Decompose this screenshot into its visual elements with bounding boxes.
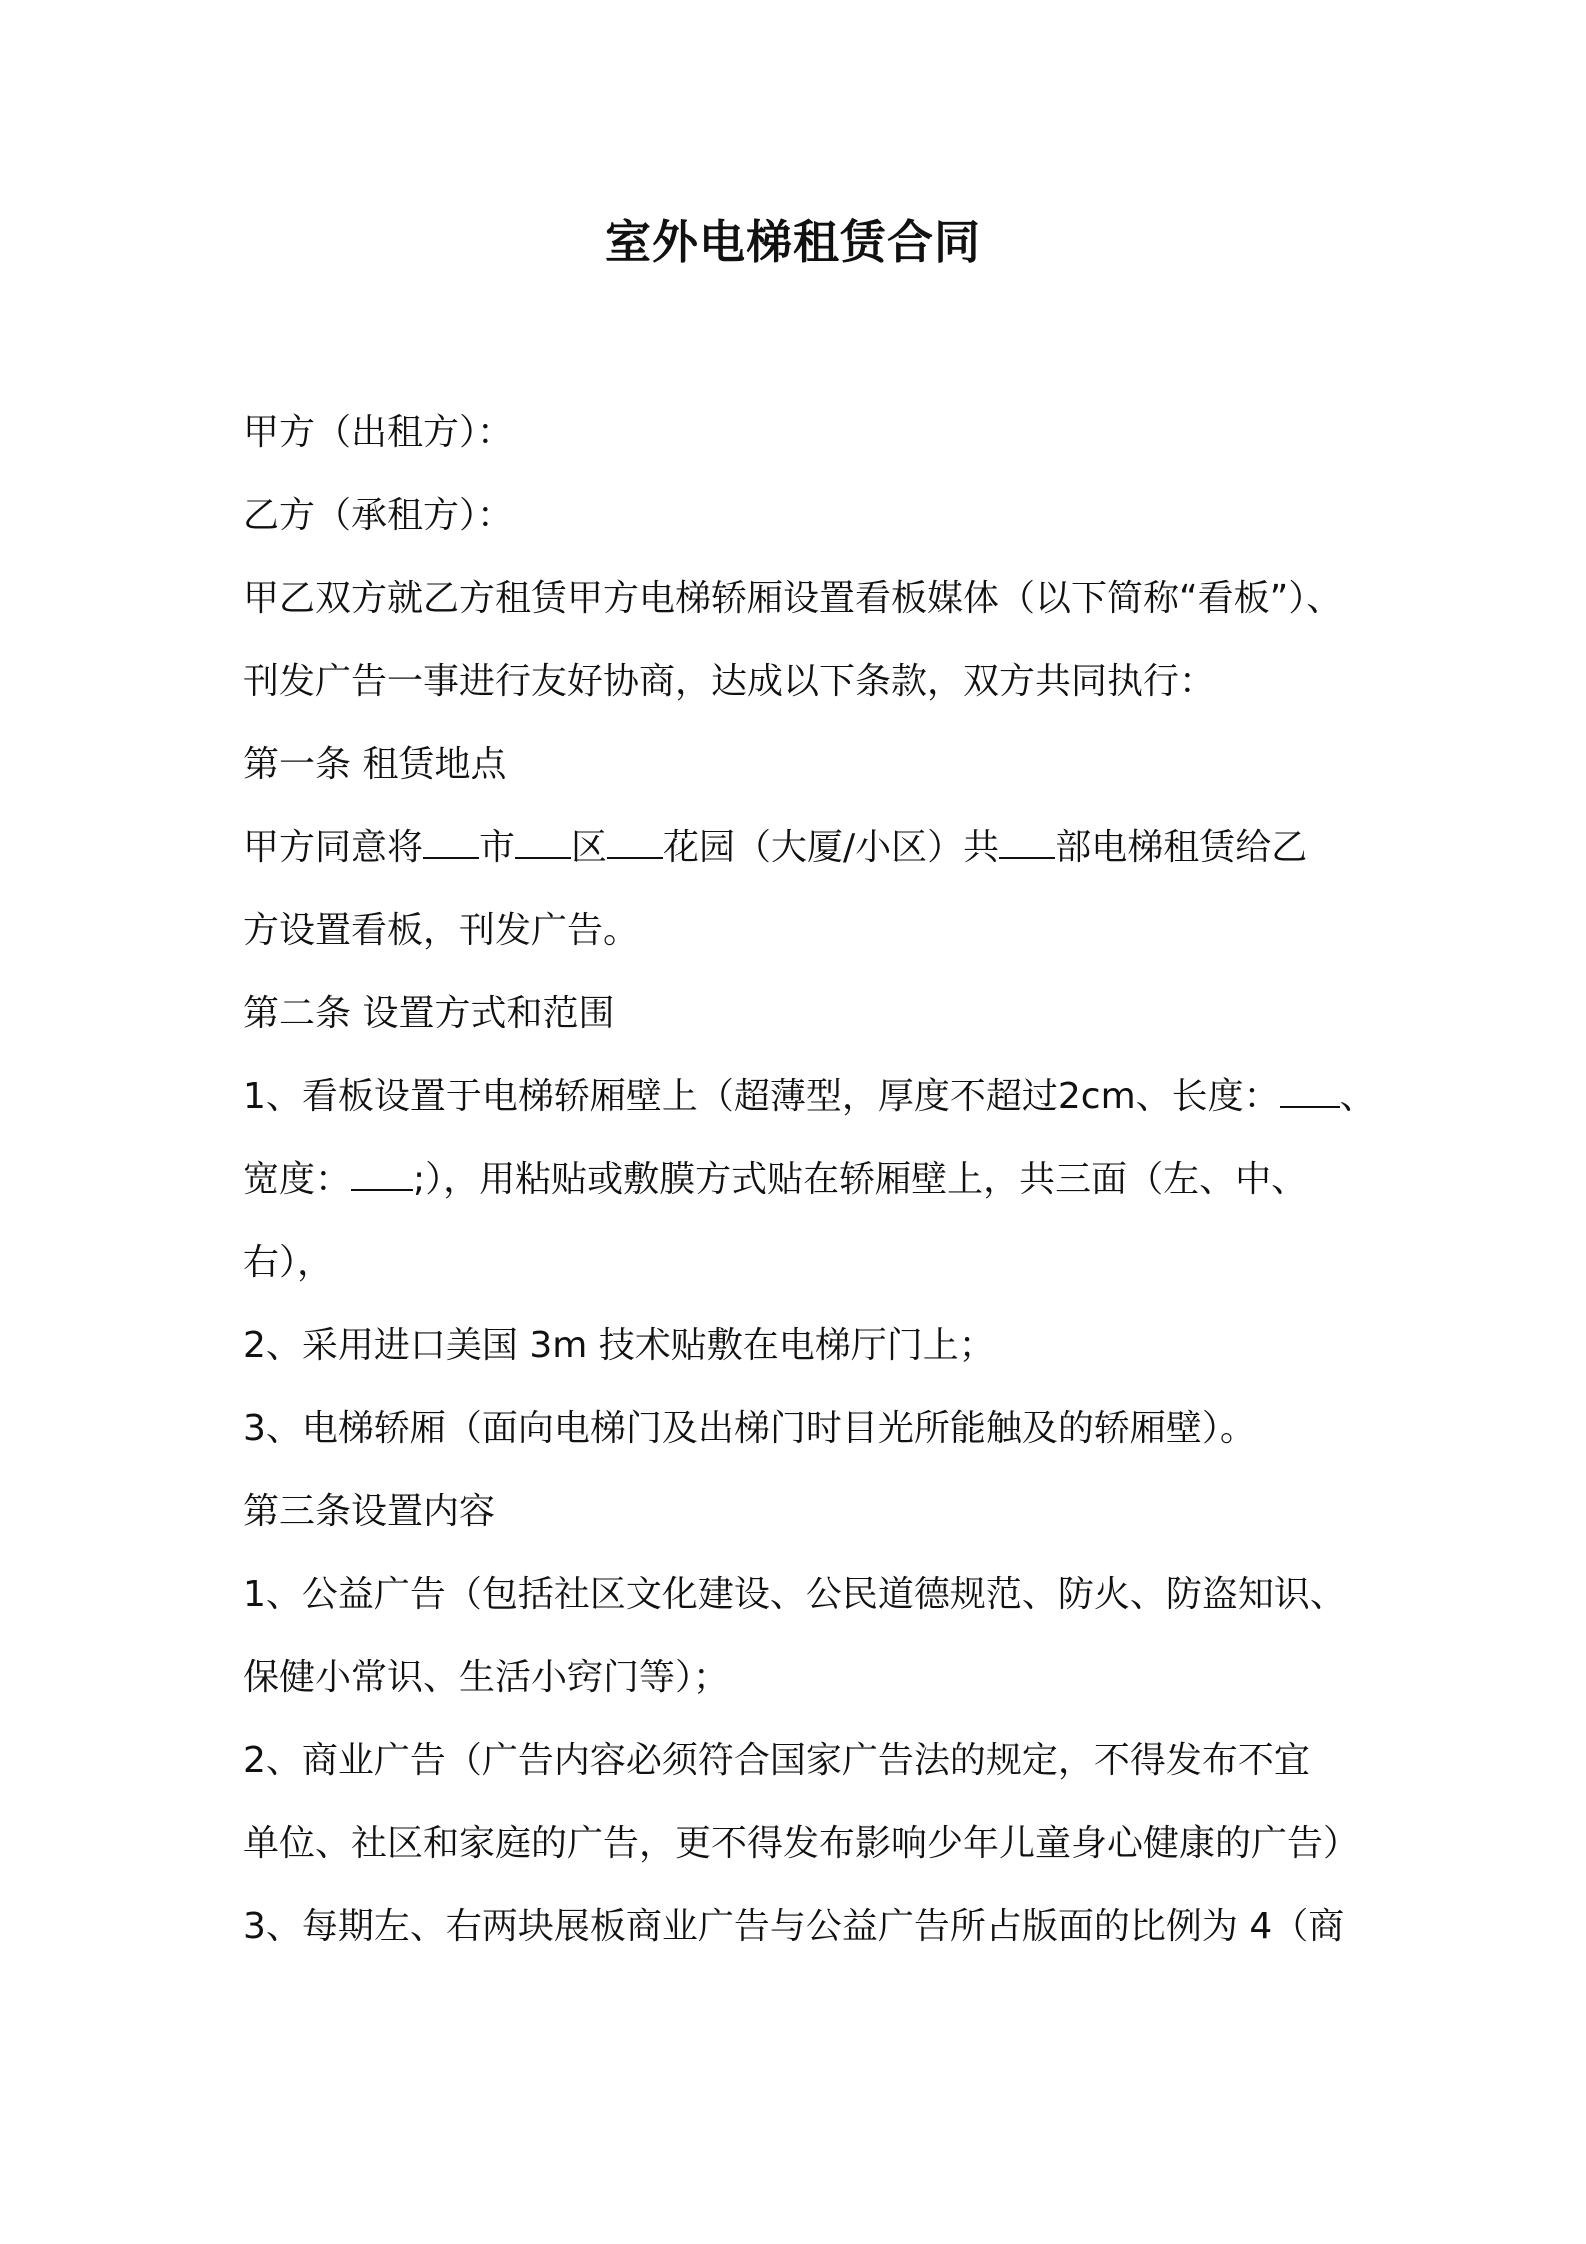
article2-item3: 3、电梯轿厢（面向电梯门及出梯门时目光所能触及的轿厢壁）。 [243,1408,1256,1449]
article2-heading: 第二条 设置方式和范围 [243,993,615,1034]
article3-item2-line-2: 单位、社区和家庭的广告，更不得发布影响少年儿童身心健康的广告） [243,1823,1360,1864]
document-title: 室外电梯租赁合同 [605,215,981,269]
elevator-count-blank [999,823,1055,859]
city-blank [423,823,479,859]
article1-paragraph-line-1 [243,823,1307,873]
party-a-line: 甲方（出租方）： [243,412,514,453]
article2-item1-text-c: ;），用粘贴或敷膜方式贴在轿厢壁上，共三面（左、中、 [413,1159,1308,1200]
intro-line-1: 甲乙双方就乙方租赁甲方电梯轿厢设置看板媒体（以下简称“看板”）、 [243,578,1343,619]
article2-item1-width-label: 宽度： [243,1159,352,1200]
article1-heading: 第一条 租赁地点 [243,744,507,785]
article2-item1-text-a: 1、看板设置于电梯轿厢壁上（超薄型，厚度不超过2cm、长度： [243,1076,1280,1117]
article1-text-e: 部电梯租赁给乙 [1055,827,1308,868]
article2-item1-text-b: 、 [1339,1076,1376,1117]
article2-item1-line-3: 右）， [243,1242,334,1283]
article3-heading: 第三条设置内容 [243,1491,496,1532]
article1-text-d: 花园（大厦/小区）共 [663,827,1000,868]
article2-item1-line-1 [243,1072,1376,1122]
article1-text-a: 甲方同意将 [243,827,424,868]
length-blank [1280,1072,1340,1108]
article3-item3-line-1: 3、每期左、右两块展板商业广告与公益广告所占版面的比例为 4（商 [243,1906,1345,1947]
party-b-line: 乙方（承租方）： [243,495,514,536]
article2-item2: 2、采用进口美国 3m 技术贴敷在电梯厅门上； [243,1325,995,1366]
width-blank [351,1155,413,1191]
intro-line-2: 刊发广告一事进行友好协商，达成以下条款，双方共同执行： [243,661,1216,702]
article1-text-c: 区 [571,827,608,868]
article2-item1-line-2 [243,1155,1307,1205]
article1-paragraph-line-2: 方设置看板，刊发广告。 [243,910,640,951]
article3-item2-line-1: 2、商业广告（广告内容必须符合国家广告法的规定，不得发布不宜 [243,1740,1310,1781]
article3-item1-line-1: 1、公益广告（包括社区文化建设、公民道德规范、防火、防盗知识、 [243,1574,1346,1615]
district-blank [515,823,571,859]
garden-blank [607,823,663,859]
article3-item1-line-2: 保健小常识、生活小窍门等）； [243,1657,730,1698]
article1-text-b: 市 [479,827,516,868]
